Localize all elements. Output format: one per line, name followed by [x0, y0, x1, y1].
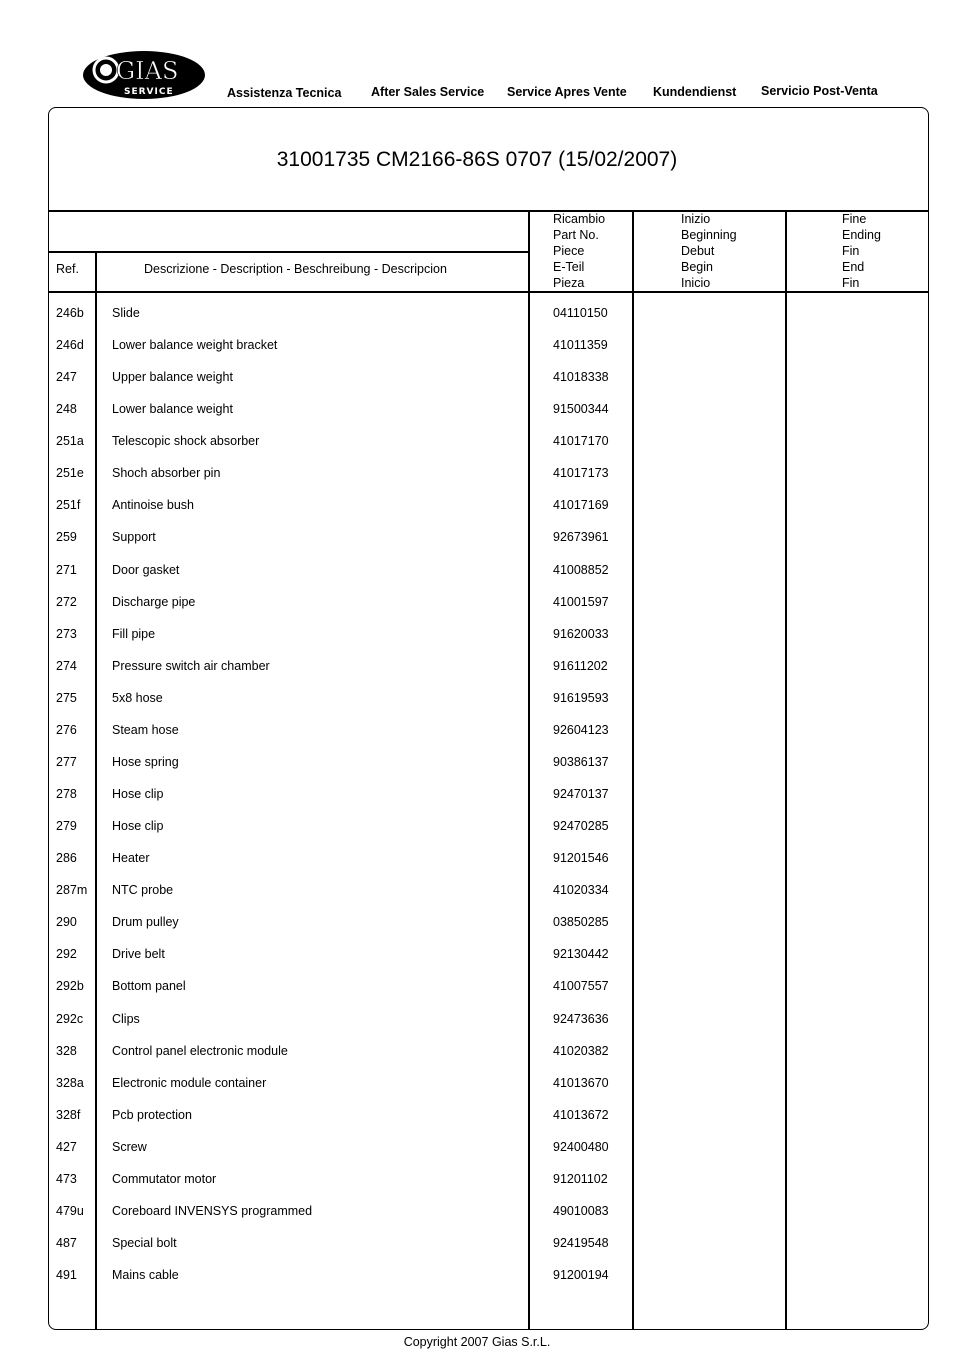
row-description: Hose clip: [112, 819, 164, 834]
row-description: Clips: [112, 1011, 140, 1026]
row-part-number: 92604123: [553, 722, 609, 737]
table-row: [48, 1012, 929, 1044]
table-row: [48, 530, 929, 562]
row-part-number: 41017173: [553, 466, 609, 481]
table-row: [48, 1204, 929, 1236]
row-part-number: 41018338: [553, 370, 609, 385]
table-row: [48, 306, 929, 338]
row-part-number: 92130442: [553, 947, 609, 962]
header-label-en: After Sales Service: [371, 85, 485, 99]
row-part-number: 92673961: [553, 530, 609, 545]
row-part-number: 90386137: [553, 754, 609, 769]
header-label-de: Kundendienst: [653, 85, 737, 99]
row-description: Fill pipe: [112, 626, 156, 641]
row-ref: 479u: [56, 1203, 84, 1218]
row-ref: 328: [56, 1043, 77, 1058]
row-part-number: 41017170: [553, 434, 609, 449]
row-ref: 251e: [56, 466, 84, 481]
row-description: Screw: [112, 1139, 147, 1154]
title-divider: [48, 210, 929, 212]
part-no-header: Ricambio Part No. Piece E-Teil Pieza: [553, 212, 606, 290]
row-ref: 277: [56, 754, 77, 769]
row-description: Pressure switch air chamber: [112, 658, 270, 673]
row-description: Drive belt: [112, 947, 165, 962]
header-label-es: Servicio Post-Venta: [761, 84, 878, 98]
row-description: Control panel electronic module: [112, 1043, 288, 1058]
row-ref: 487: [56, 1236, 77, 1251]
header-label-it: Assistenza Tecnica: [227, 86, 342, 100]
header-inner-divider: [48, 251, 529, 253]
table-row: [48, 563, 929, 595]
row-description: Telescopic shock absorber: [112, 434, 260, 449]
row-ref: 276: [56, 722, 77, 737]
row-ref: 259: [56, 530, 77, 545]
header-bottom-divider: [48, 291, 929, 293]
table-row: [48, 338, 929, 370]
row-description: Hose clip: [112, 787, 164, 802]
row-part-number: 91620033: [553, 626, 609, 641]
table-row: [48, 1044, 929, 1076]
document-title: 31001735 CM2166-86S 0707 (15/02/2007): [276, 148, 678, 171]
row-part-number: 91200194: [553, 1268, 609, 1283]
gias-service-logo: [82, 50, 206, 100]
row-ref: 290: [56, 915, 77, 930]
table-row: [48, 1236, 929, 1268]
row-description: Support: [112, 530, 156, 545]
row-description: Special bolt: [112, 1236, 177, 1251]
row-part-number: 92470137: [553, 787, 609, 802]
row-ref: 292: [56, 947, 77, 962]
row-ref: 248: [56, 402, 77, 417]
row-part-number: 91201546: [553, 851, 609, 866]
row-description: Coreboard INVENSYS programmed: [112, 1203, 313, 1218]
row-part-number: 41013672: [553, 1107, 609, 1122]
logo-subtext: SERVICE: [124, 87, 174, 97]
row-ref: 271: [56, 562, 77, 577]
row-description: Heater: [112, 851, 150, 866]
row-description: Lower balance weight: [112, 402, 233, 417]
row-ref: 247: [56, 370, 77, 385]
row-part-number: 92419548: [553, 1236, 609, 1251]
table-row: [48, 691, 929, 723]
table-row: [48, 723, 929, 755]
row-ref: 274: [56, 658, 77, 673]
row-part-number: 41020334: [553, 883, 609, 898]
row-description: Steam hose: [112, 722, 179, 737]
row-description: NTC probe: [112, 883, 174, 898]
table-row: [48, 755, 929, 787]
row-ref: 251a: [56, 434, 84, 449]
row-part-number: 03850285: [553, 915, 609, 930]
row-description: Discharge pipe: [112, 594, 196, 609]
row-part-number: 92400480: [553, 1139, 609, 1154]
row-part-number: 41013670: [553, 1075, 609, 1090]
row-part-number: 49010083: [553, 1203, 609, 1218]
row-description: Drum pulley: [112, 915, 179, 930]
row-description: Pcb protection: [112, 1107, 192, 1122]
row-ref: 273: [56, 626, 77, 641]
row-part-number: 91611202: [553, 658, 608, 673]
table-row: [48, 1268, 929, 1300]
row-part-number: 92473636: [553, 1011, 609, 1026]
row-description: Lower balance weight bracket: [112, 338, 278, 353]
row-description: Bottom panel: [112, 979, 186, 994]
table-row: [48, 787, 929, 819]
row-ref: 246b: [56, 306, 84, 320]
row-description: Commutator motor: [112, 1171, 217, 1186]
row-part-number: 91619593: [553, 690, 609, 705]
table-row: [48, 627, 929, 659]
table-row: [48, 947, 929, 979]
row-description: Hose spring: [112, 754, 179, 769]
ref-header: Ref.: [56, 262, 79, 276]
table-row: [48, 498, 929, 530]
row-part-number: 92470285: [553, 819, 609, 834]
row-ref: 279: [56, 819, 77, 834]
table-row: [48, 659, 929, 691]
ending-header: Fine Ending Fin End Fin: [842, 212, 881, 290]
row-description: Shoch absorber pin: [112, 466, 221, 481]
row-ref: 427: [56, 1139, 77, 1154]
copyright-footer: Copyright 2007 Gias S.r.L.: [403, 1335, 551, 1349]
row-part-number: 04110150: [553, 306, 608, 320]
row-ref: 473: [56, 1171, 77, 1186]
row-description: Slide: [112, 306, 140, 320]
row-ref: 328f: [56, 1107, 81, 1122]
row-part-number: 41007557: [553, 979, 609, 994]
table-row: [48, 819, 929, 851]
row-ref: 246d: [56, 338, 84, 353]
row-ref: 278: [56, 787, 77, 802]
row-part-number: 41011359: [553, 338, 608, 353]
table-row: [48, 979, 929, 1011]
row-part-number: 91500344: [553, 402, 609, 417]
row-description: 5x8 hose: [112, 690, 163, 705]
table-row: [48, 851, 929, 883]
table-row: [48, 370, 929, 402]
row-ref: 328a: [56, 1075, 84, 1090]
row-description: Antinoise bush: [112, 498, 195, 513]
logo-text: GIAS: [116, 57, 179, 85]
row-description: Upper balance weight: [112, 370, 233, 385]
table-row: [48, 1172, 929, 1204]
row-ref: 286: [56, 851, 77, 866]
row-ref: 251f: [56, 498, 81, 513]
row-description: Mains cable: [112, 1268, 179, 1283]
table-row: [48, 1108, 929, 1140]
header-label-fr: Service Apres Vente: [507, 85, 627, 99]
table-row: [48, 1076, 929, 1108]
row-description: Door gasket: [112, 562, 180, 577]
description-header: Descrizione - Description - Beschreibung - Descripcion: [144, 262, 447, 276]
row-ref: 272: [56, 594, 77, 609]
row-part-number: 91201102: [553, 1171, 608, 1186]
row-description: Electronic module container: [112, 1075, 267, 1090]
table-row: [48, 434, 929, 466]
beginning-header: Inizio Beginning Debut Begin Inicio: [681, 212, 737, 290]
row-part-number: 41008852: [553, 562, 609, 577]
row-ref: 292b: [56, 979, 84, 994]
row-part-number: 41017169: [553, 498, 609, 513]
table-row: [48, 466, 929, 498]
table-row: [48, 915, 929, 947]
row-part-number: 41001597: [553, 594, 609, 609]
table-row: [48, 1140, 929, 1172]
row-ref: 287m: [56, 883, 88, 898]
row-ref: 491: [56, 1268, 77, 1283]
table-row: [48, 595, 929, 627]
row-ref: 275: [56, 690, 77, 705]
row-part-number: 41020382: [553, 1043, 609, 1058]
table-row: [48, 883, 929, 915]
table-row: [48, 402, 929, 434]
row-ref: 292c: [56, 1011, 84, 1026]
